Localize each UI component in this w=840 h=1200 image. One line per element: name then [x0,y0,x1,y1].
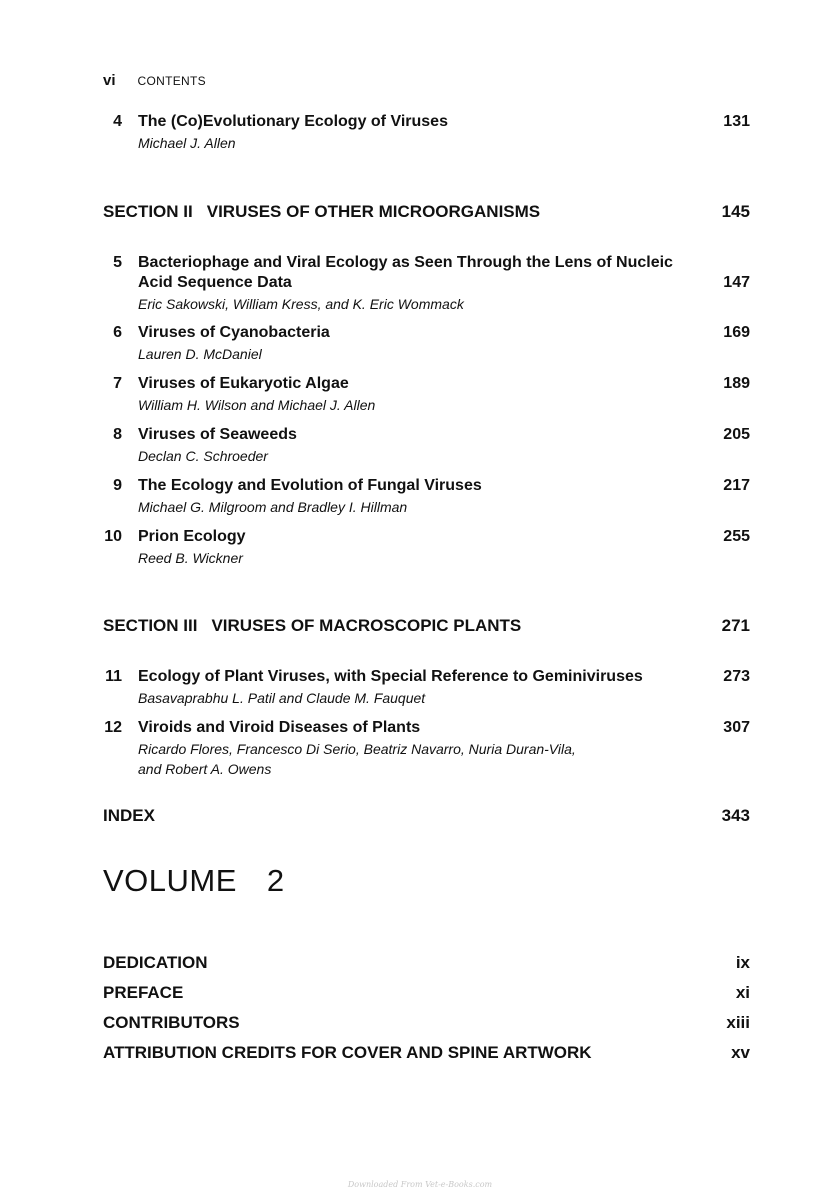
toc-entry-contributors[interactable] [103,1012,750,1034]
chapter-title: Viroids and Viroid Diseases of Plants [138,719,421,736]
running-head-label: CONTENTS [137,74,206,88]
chapter-authors: Michael G. Milgroom and Bradley I. Hillman [138,499,408,515]
section-title: VIRUSES OF MACROSCOPIC PLANTS [211,616,522,635]
chapter-title: Bacteriophage and Viral Ecology as Seen Through the Lens of Nucleic Acid Sequence Data [138,254,673,291]
chapter-authors: Lauren D. McDaniel [138,346,262,362]
chapter-number: 9 [113,477,122,494]
chapter-number: 5 [113,254,122,271]
front-matter-label: DEDICATION [103,953,208,972]
toc-entry-index[interactable] [103,805,750,827]
chapter-page: 217 [723,477,750,494]
chapter-title: Viruses of Eukaryotic Algae [138,375,349,392]
index-page: 343 [721,806,750,825]
section-title: VIRUSES OF OTHER MICROORGANISMS [206,202,541,221]
running-head [103,72,206,89]
chapter-title: Prion Ecology [138,528,246,545]
front-matter-page: xi [735,983,750,1002]
chapter-number: 4 [113,113,122,130]
front-matter-page: ix [735,953,750,972]
toc-entry-chapter-6[interactable] [103,323,750,364]
chapter-authors: Declan C. Schroeder [138,448,268,464]
chapter-authors: Basavaprabhu L. Patil and Claude M. Fauquet [138,690,426,706]
toc-entry-dedication[interactable] [103,952,750,974]
chapter-title: Ecology of Plant Viruses, with Special Reference to Geminiviruses [138,668,643,685]
toc-entry-chapter-5[interactable] [103,253,750,314]
toc-entry-attribution-credits[interactable] [103,1042,750,1064]
chapter-title: The Ecology and Evolution of Fungal Viruses [138,477,482,494]
page-number: vi [103,72,116,89]
section-label: SECTION II [103,202,193,221]
volume-word: VOLUME [103,863,237,898]
chapter-number: 12 [104,719,122,736]
chapter-page: 169 [723,324,750,341]
chapter-page: 147 [723,274,750,291]
chapter-number: 7 [113,375,122,392]
chapter-authors: Michael J. Allen [138,135,236,151]
chapter-authors: William H. Wilson and Michael J. Allen [138,397,376,413]
front-matter-label: PREFACE [103,983,184,1002]
chapter-number: 6 [113,324,122,341]
chapter-title: The (Co)Evolutionary Ecology of Viruses [138,113,448,130]
volume-number: 2 [266,863,285,898]
section-page: 145 [721,202,750,221]
front-matter-page: xv [731,1043,750,1062]
volume-heading [103,862,285,900]
toc-entry-chapter-11[interactable] [103,667,750,708]
chapter-page: 255 [723,528,750,545]
section-label: SECTION III [103,616,198,635]
chapter-number: 8 [113,426,122,443]
index-label: INDEX [103,806,155,825]
toc-entry-preface[interactable] [103,982,750,1004]
section-heading-iii[interactable] [103,615,750,637]
chapter-authors: Reed B. Wickner [138,550,243,566]
toc-entry-chapter-10[interactable] [103,527,750,568]
chapter-page: 307 [723,719,750,736]
chapter-title: Viruses of Seaweeds [138,426,297,443]
toc-entry-chapter-4[interactable] [103,112,750,153]
download-watermark: Downloaded From Vet-e-Books.com [347,1180,493,1189]
chapter-title: Viruses of Cyanobacteria [138,324,330,341]
toc-entry-chapter-8[interactable] [103,425,750,466]
section-page: 271 [721,616,750,635]
chapter-page: 189 [723,375,750,392]
chapter-page: 131 [723,113,750,130]
chapter-page: 205 [723,426,750,443]
chapter-number: 11 [105,668,122,685]
toc-entry-chapter-12[interactable] [103,718,750,779]
chapter-authors-line-2: and Robert A. Owens [138,761,272,777]
toc-entry-chapter-7[interactable] [103,374,750,415]
chapter-number: 10 [104,528,122,545]
chapter-authors: Eric Sakowski, William Kress, and K. Eric Wommack [138,296,464,312]
toc-entry-chapter-9[interactable] [103,476,750,517]
chapter-page: 273 [723,668,750,685]
front-matter-page: xiii [726,1013,750,1032]
section-heading-ii[interactable] [103,201,750,223]
front-matter-label: CONTRIBUTORS [103,1013,240,1032]
chapter-authors-line-1: Ricardo Flores, Francesco Di Serio, Beatriz Navarro, Nuria Duran-Vila, [138,741,576,757]
front-matter-label: ATTRIBUTION CREDITS FOR COVER AND SPINE ARTWORK [103,1043,592,1062]
